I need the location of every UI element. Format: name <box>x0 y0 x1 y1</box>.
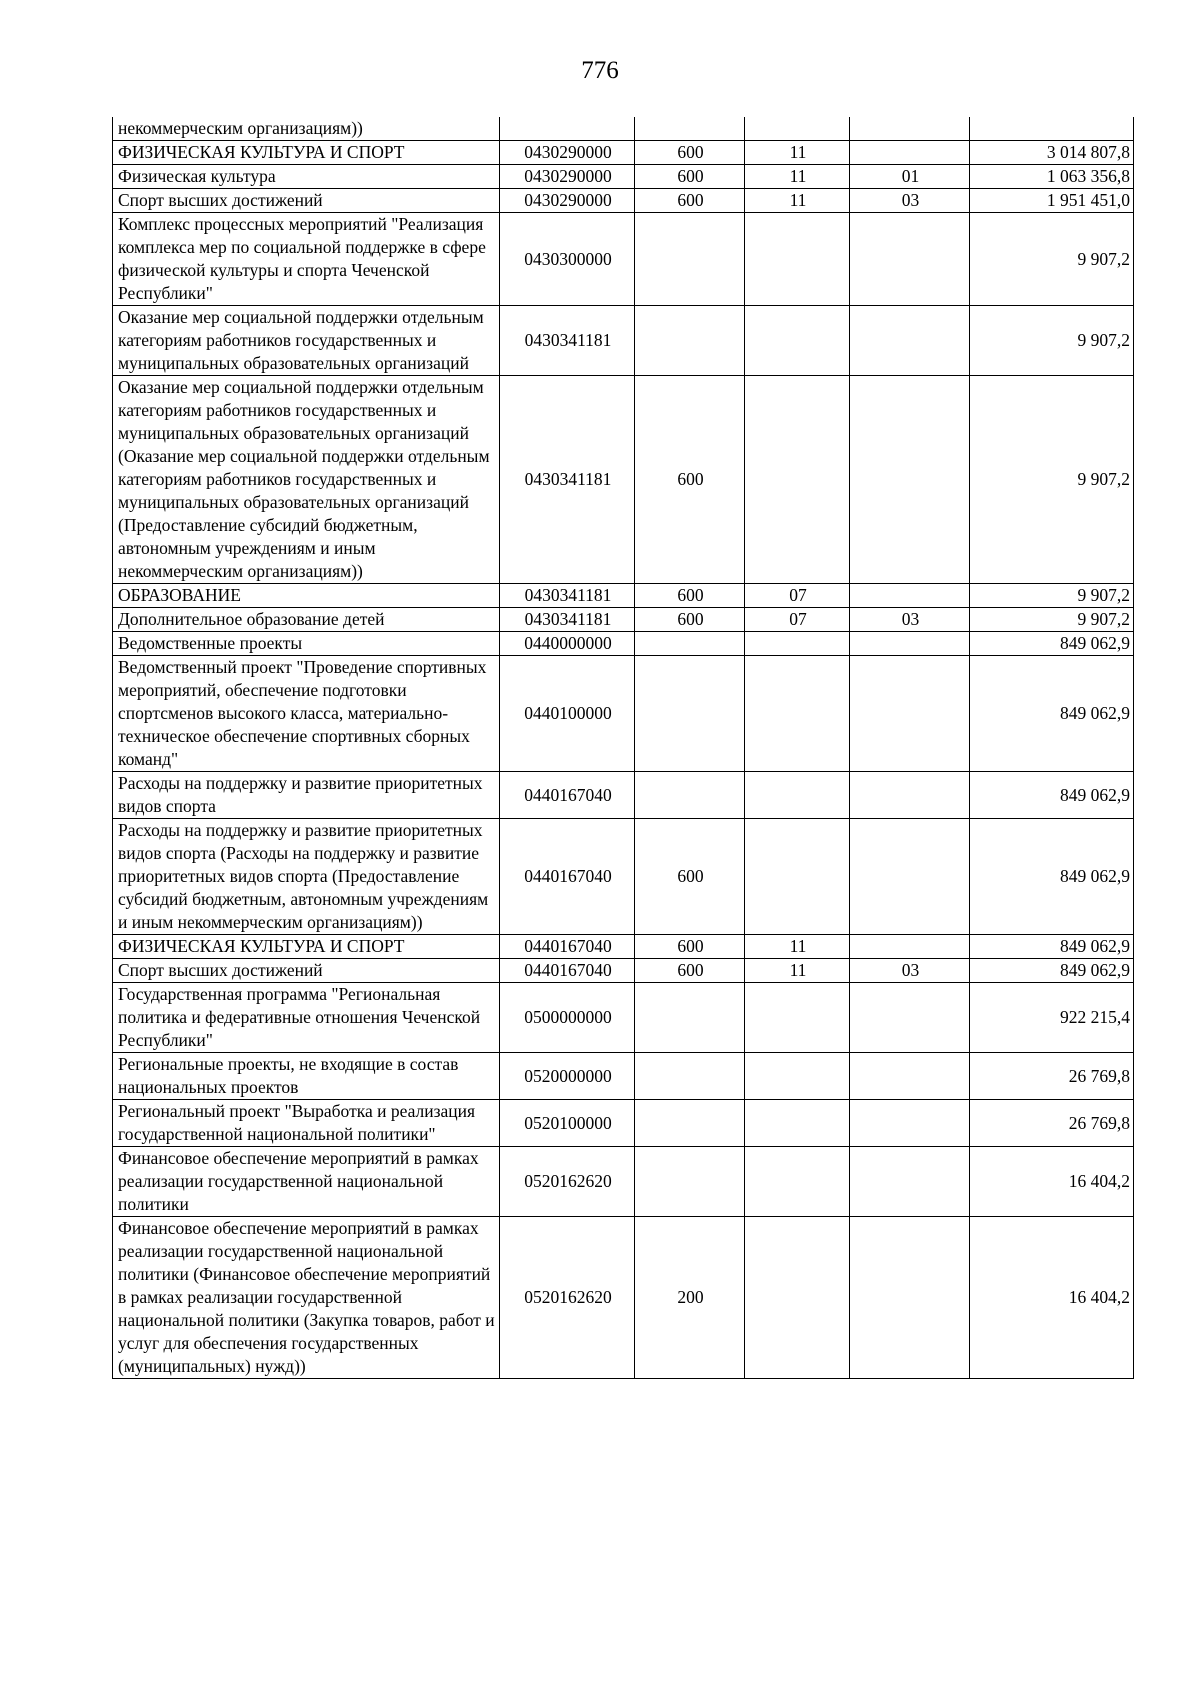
table-row <box>113 189 1134 213</box>
row-name: ФИЗИЧЕСКАЯ КУЛЬТУРА И СПОРТ <box>113 141 500 165</box>
row-expense-type <box>635 1147 745 1217</box>
row-name: некоммерческим организациям)) <box>113 117 500 141</box>
row-amount: 26 769,8 <box>970 1100 1134 1147</box>
table-row <box>113 141 1134 165</box>
row-section <box>745 632 850 656</box>
row-amount: 1 063 356,8 <box>970 165 1134 189</box>
row-amount: 849 062,9 <box>970 632 1134 656</box>
row-section <box>745 1100 850 1147</box>
table-row <box>113 306 1134 376</box>
row-name: Ведомственный проект "Проведение спортивных мероприятий, обеспечение подготовки спортсменов высокого класса, материально-техническое обеспечение спортивных сборных команд" <box>113 656 500 772</box>
table-row <box>113 1100 1134 1147</box>
table-row <box>113 1217 1134 1379</box>
row-code: 0430290000 <box>500 141 635 165</box>
row-name: Ведомственные проекты <box>113 632 500 656</box>
row-subsection <box>850 632 970 656</box>
row-subsection <box>850 935 970 959</box>
row-amount: 922 215,4 <box>970 983 1134 1053</box>
row-name: Расходы на поддержку и развитие приоритетных видов спорта (Расходы на поддержку и развитие приоритетных видов спорта (Предоставление субсидий бюджетным, автономным учреждениям и иным некоммерческим организациям)) <box>113 819 500 935</box>
row-name: Региональный проект "Выработка и реализация государственной национальной политики" <box>113 1100 500 1147</box>
row-section: 11 <box>745 165 850 189</box>
row-subsection <box>850 772 970 819</box>
row-section: 11 <box>745 141 850 165</box>
budget-table-body <box>113 117 1134 1379</box>
row-code: 0520100000 <box>500 1100 635 1147</box>
row-section: 11 <box>745 959 850 983</box>
row-amount: 849 062,9 <box>970 819 1134 935</box>
row-expense-type: 200 <box>635 1217 745 1379</box>
row-section <box>745 376 850 584</box>
row-section <box>745 1217 850 1379</box>
row-amount: 1 951 451,0 <box>970 189 1134 213</box>
row-code: 0430300000 <box>500 213 635 306</box>
row-amount: 9 907,2 <box>970 608 1134 632</box>
row-subsection <box>850 656 970 772</box>
row-code: 0440167040 <box>500 935 635 959</box>
row-name: Физическая культура <box>113 165 500 189</box>
row-code: 0500000000 <box>500 983 635 1053</box>
row-name: Оказание мер социальной поддержки отдельным категориям работников государственных и муниципальных образовательных организаций <box>113 306 500 376</box>
row-code: 0520000000 <box>500 1053 635 1100</box>
row-subsection <box>850 819 970 935</box>
table-row <box>113 1147 1134 1217</box>
row-section <box>745 1053 850 1100</box>
row-subsection <box>850 306 970 376</box>
row-name: Оказание мер социальной поддержки отдельным категориям работников государственных и муниципальных образовательных организаций (Оказание мер социальной поддержки отдельным категориям работников государственных и муниципальных образовательных организаций (Предоставление субсидий бюджетным, автономным учреждениям и иным некоммерческим организациям)) <box>113 376 500 584</box>
table-row <box>113 117 1134 141</box>
row-subsection <box>850 117 970 141</box>
row-expense-type <box>635 1053 745 1100</box>
row-name: Финансовое обеспечение мероприятий в рамках реализации государственной национальной политики <box>113 1147 500 1217</box>
row-subsection <box>850 1147 970 1217</box>
row-subsection <box>850 983 970 1053</box>
row-subsection <box>850 213 970 306</box>
row-section: 07 <box>745 584 850 608</box>
row-code: 0520162620 <box>500 1217 635 1379</box>
row-subsection <box>850 376 970 584</box>
row-name: Государственная программа "Региональная политика и федеративные отношения Чеченской Республики" <box>113 983 500 1053</box>
row-subsection: 03 <box>850 959 970 983</box>
table-row <box>113 165 1134 189</box>
row-expense-type <box>635 772 745 819</box>
row-name: Дополнительное образование детей <box>113 608 500 632</box>
row-section <box>745 772 850 819</box>
row-subsection: 01 <box>850 165 970 189</box>
row-amount: 26 769,8 <box>970 1053 1134 1100</box>
table-row <box>113 959 1134 983</box>
row-expense-type: 600 <box>635 959 745 983</box>
budget-table <box>112 117 1134 1379</box>
row-name: Региональные проекты, не входящие в состав национальных проектов <box>113 1053 500 1100</box>
table-row <box>113 376 1134 584</box>
row-name: Расходы на поддержку и развитие приоритетных видов спорта <box>113 772 500 819</box>
row-amount: 9 907,2 <box>970 306 1134 376</box>
table-row <box>113 584 1134 608</box>
row-section: 11 <box>745 935 850 959</box>
row-name: ОБРАЗОВАНИЕ <box>113 584 500 608</box>
row-section: 11 <box>745 189 850 213</box>
row-expense-type <box>635 213 745 306</box>
row-amount: 16 404,2 <box>970 1147 1134 1217</box>
table-row <box>113 1053 1134 1100</box>
row-expense-type: 600 <box>635 165 745 189</box>
row-amount <box>970 117 1134 141</box>
row-amount: 16 404,2 <box>970 1217 1134 1379</box>
row-name: ФИЗИЧЕСКАЯ КУЛЬТУРА И СПОРТ <box>113 935 500 959</box>
row-amount: 849 062,9 <box>970 935 1134 959</box>
row-section <box>745 656 850 772</box>
row-expense-type: 600 <box>635 584 745 608</box>
row-subsection <box>850 1100 970 1147</box>
row-subsection <box>850 1217 970 1379</box>
row-expense-type <box>635 656 745 772</box>
row-code: 0430341181 <box>500 376 635 584</box>
row-code: 0440167040 <box>500 819 635 935</box>
row-expense-type: 600 <box>635 608 745 632</box>
row-name: Спорт высших достижений <box>113 189 500 213</box>
row-amount: 3 014 807,8 <box>970 141 1134 165</box>
row-subsection: 03 <box>850 189 970 213</box>
table-row <box>113 608 1134 632</box>
row-code: 0440167040 <box>500 772 635 819</box>
row-expense-type: 600 <box>635 189 745 213</box>
row-amount: 849 062,9 <box>970 959 1134 983</box>
row-subsection <box>850 141 970 165</box>
table-row <box>113 935 1134 959</box>
row-expense-type: 600 <box>635 819 745 935</box>
row-name: Финансовое обеспечение мероприятий в рамках реализации государственной национальной политики (Финансовое обеспечение мероприятий в рамках реализации государственной национальной политики (Закупка товаров, работ и услуг для обеспечения государственных (муниципальных) нужд)) <box>113 1217 500 1379</box>
row-expense-type: 600 <box>635 376 745 584</box>
row-section <box>745 983 850 1053</box>
row-code <box>500 117 635 141</box>
row-code: 0430341181 <box>500 306 635 376</box>
row-section <box>745 213 850 306</box>
row-expense-type: 600 <box>635 935 745 959</box>
page-number: 776 <box>581 57 619 84</box>
row-expense-type <box>635 117 745 141</box>
row-code: 0520162620 <box>500 1147 635 1217</box>
table-row <box>113 656 1134 772</box>
row-amount: 849 062,9 <box>970 656 1134 772</box>
row-subsection <box>850 1053 970 1100</box>
row-amount: 9 907,2 <box>970 376 1134 584</box>
row-section <box>745 1147 850 1217</box>
table-row <box>113 213 1134 306</box>
row-code: 0430341181 <box>500 584 635 608</box>
table-row <box>113 632 1134 656</box>
row-amount: 849 062,9 <box>970 772 1134 819</box>
row-code: 0440167040 <box>500 959 635 983</box>
table-row <box>113 772 1134 819</box>
row-section <box>745 819 850 935</box>
row-code: 0440100000 <box>500 656 635 772</box>
row-code: 0430290000 <box>500 189 635 213</box>
row-expense-type <box>635 1100 745 1147</box>
row-code: 0430341181 <box>500 608 635 632</box>
row-section <box>745 117 850 141</box>
row-section: 07 <box>745 608 850 632</box>
row-amount: 9 907,2 <box>970 213 1134 306</box>
row-expense-type: 600 <box>635 141 745 165</box>
row-code: 0430290000 <box>500 165 635 189</box>
row-code: 0440000000 <box>500 632 635 656</box>
row-subsection <box>850 584 970 608</box>
row-name: Комплекс процессных мероприятий "Реализация комплекса мер по социальной поддержке в сфере физической культуры и спорта Чеченской Республики" <box>113 213 500 306</box>
table-row <box>113 983 1134 1053</box>
row-subsection: 03 <box>850 608 970 632</box>
table-row <box>113 819 1134 935</box>
row-expense-type <box>635 306 745 376</box>
row-amount: 9 907,2 <box>970 584 1134 608</box>
row-expense-type <box>635 632 745 656</box>
row-name: Спорт высших достижений <box>113 959 500 983</box>
row-section <box>745 306 850 376</box>
row-expense-type <box>635 983 745 1053</box>
